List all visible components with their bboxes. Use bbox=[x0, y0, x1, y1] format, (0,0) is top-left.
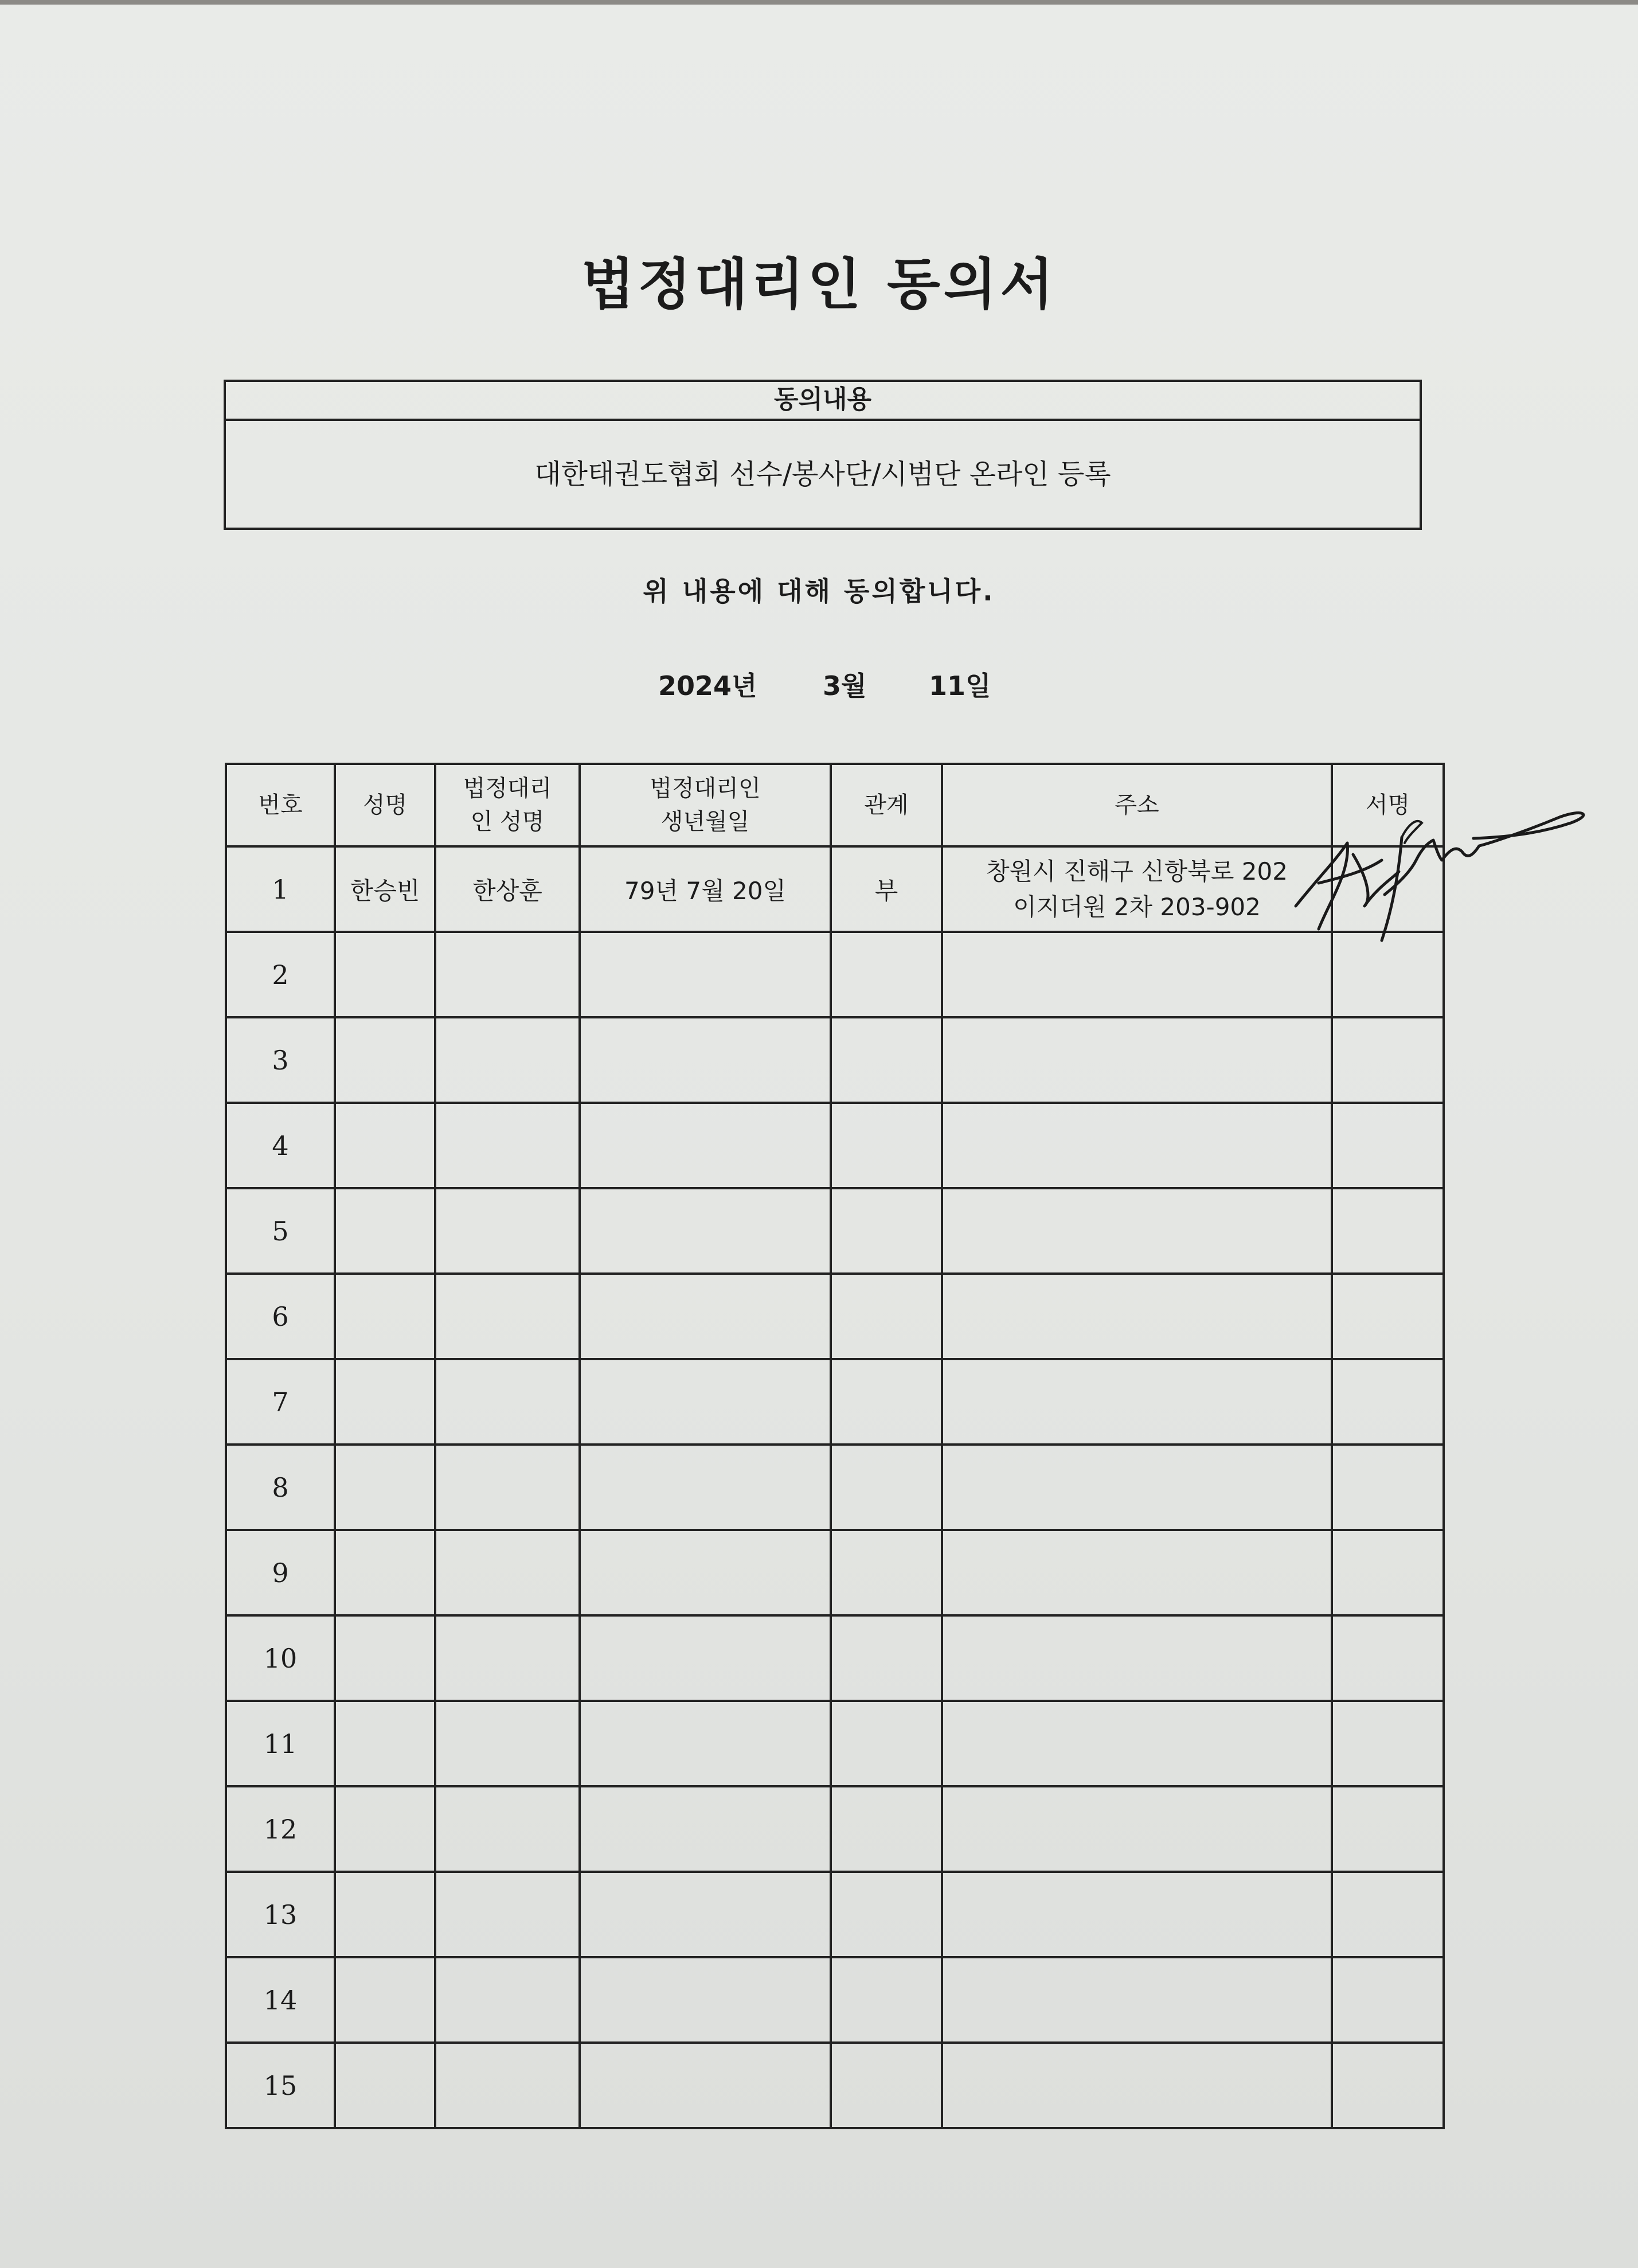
row-number: 5 bbox=[226, 1188, 335, 1274]
header-name: 성명 bbox=[335, 764, 435, 846]
cell bbox=[580, 1017, 831, 1103]
header-guardian-birth-text: 법정대리인 생년월일 bbox=[650, 775, 761, 835]
cell bbox=[831, 1359, 942, 1445]
row-number: 8 bbox=[226, 1445, 335, 1530]
address bbox=[942, 846, 1332, 932]
cell bbox=[942, 932, 1332, 1017]
cell bbox=[580, 932, 831, 1017]
row-number: 10 bbox=[226, 1615, 335, 1701]
cell bbox=[942, 1701, 1332, 1786]
cell bbox=[335, 1274, 435, 1359]
cell bbox=[831, 1786, 942, 1872]
table-row bbox=[226, 1530, 1444, 1615]
cell bbox=[335, 1188, 435, 1274]
table-row bbox=[226, 846, 1444, 932]
cell bbox=[435, 1872, 580, 1957]
cell bbox=[335, 1701, 435, 1786]
paper-top-edge bbox=[0, 0, 1638, 5]
table-row bbox=[226, 2043, 1444, 2128]
cell bbox=[435, 1103, 580, 1188]
cell bbox=[942, 1786, 1332, 1872]
row-number: 9 bbox=[226, 1530, 335, 1615]
cell bbox=[831, 1530, 942, 1615]
date-month: 3월 bbox=[823, 670, 867, 701]
date-day: 11일 bbox=[929, 670, 991, 701]
cell bbox=[831, 1701, 942, 1786]
cell bbox=[1332, 1103, 1444, 1188]
cell bbox=[580, 1957, 831, 2043]
cell bbox=[335, 1445, 435, 1530]
header-relation: 관계 bbox=[831, 764, 942, 846]
date-year: 2024년 bbox=[658, 670, 757, 701]
cell bbox=[335, 1530, 435, 1615]
cell bbox=[335, 1872, 435, 1957]
cell bbox=[335, 1103, 435, 1188]
row-number: 14 bbox=[226, 1957, 335, 2043]
cell bbox=[435, 2043, 580, 2128]
cell bbox=[1332, 1530, 1444, 1615]
cell bbox=[831, 1103, 942, 1188]
cell bbox=[831, 1188, 942, 1274]
cell bbox=[942, 1103, 1332, 1188]
table-row bbox=[226, 1786, 1444, 1872]
cell bbox=[942, 1530, 1332, 1615]
cell bbox=[942, 1359, 1332, 1445]
cell bbox=[942, 1445, 1332, 1530]
table-row bbox=[226, 1872, 1444, 1957]
table-row bbox=[226, 1701, 1444, 1786]
cell bbox=[580, 1103, 831, 1188]
guardian-table bbox=[225, 763, 1445, 2129]
guardian-birthdate: 79년 7월 20일 bbox=[580, 846, 831, 932]
row-number: 2 bbox=[226, 932, 335, 1017]
cell bbox=[580, 1701, 831, 1786]
row-number: 1 bbox=[226, 846, 335, 932]
cell bbox=[1332, 1359, 1444, 1445]
cell bbox=[1332, 1188, 1444, 1274]
cell bbox=[1332, 2043, 1444, 2128]
cell bbox=[942, 1274, 1332, 1359]
table-row bbox=[226, 1017, 1444, 1103]
cell bbox=[335, 1017, 435, 1103]
cell bbox=[435, 1359, 580, 1445]
cell bbox=[1332, 1872, 1444, 1957]
cell bbox=[335, 1957, 435, 2043]
cell bbox=[831, 2043, 942, 2128]
row-number: 13 bbox=[226, 1872, 335, 1957]
cell bbox=[435, 1274, 580, 1359]
cell bbox=[1332, 1445, 1444, 1530]
cell bbox=[831, 1615, 942, 1701]
table-row bbox=[226, 1188, 1444, 1274]
cell bbox=[435, 1957, 580, 2043]
table-row bbox=[226, 1103, 1444, 1188]
cell bbox=[1332, 1017, 1444, 1103]
address-line-2: 이지더원 2차 203-902 bbox=[1013, 892, 1261, 921]
header-guardian-birth bbox=[580, 764, 831, 846]
cell bbox=[335, 1786, 435, 1872]
consent-header: 동의내용 bbox=[226, 382, 1420, 421]
cell bbox=[942, 1615, 1332, 1701]
row-number: 6 bbox=[226, 1274, 335, 1359]
cell bbox=[435, 932, 580, 1017]
cell bbox=[335, 2043, 435, 2128]
student-name: 한승빈 bbox=[335, 846, 435, 932]
table-row bbox=[226, 1445, 1444, 1530]
row-number: 3 bbox=[226, 1017, 335, 1103]
cell bbox=[942, 1957, 1332, 2043]
row-number: 11 bbox=[226, 1701, 335, 1786]
relation: 부 bbox=[831, 846, 942, 932]
cell bbox=[580, 1274, 831, 1359]
cell bbox=[435, 1017, 580, 1103]
agreement-statement: 위 내용에 대해 동의합니다. bbox=[643, 576, 995, 607]
cell bbox=[580, 1188, 831, 1274]
handwritten-signature bbox=[1284, 791, 1605, 963]
cell bbox=[435, 1445, 580, 1530]
cell bbox=[580, 1359, 831, 1445]
cell bbox=[831, 1957, 942, 2043]
cell bbox=[335, 932, 435, 1017]
header-number: 번호 bbox=[226, 764, 335, 846]
cell bbox=[335, 1615, 435, 1701]
cell bbox=[435, 1786, 580, 1872]
cell bbox=[1332, 1615, 1444, 1701]
cell bbox=[580, 1786, 831, 1872]
cell bbox=[831, 932, 942, 1017]
cell bbox=[942, 1872, 1332, 1957]
cell bbox=[580, 1615, 831, 1701]
table-row bbox=[226, 932, 1444, 1017]
header-guardian-name bbox=[435, 764, 580, 846]
header-address: 주소 bbox=[942, 764, 1332, 846]
cell bbox=[1332, 1701, 1444, 1786]
cell bbox=[942, 2043, 1332, 2128]
table-row bbox=[226, 1359, 1444, 1445]
cell bbox=[942, 1188, 1332, 1274]
guardian-name: 한상훈 bbox=[435, 846, 580, 932]
cell bbox=[435, 1530, 580, 1615]
header-signature: 서명 bbox=[1332, 764, 1444, 846]
cell bbox=[435, 1615, 580, 1701]
row-number: 12 bbox=[226, 1786, 335, 1872]
row-number: 15 bbox=[226, 2043, 335, 2128]
cell bbox=[435, 1701, 580, 1786]
cell bbox=[580, 1530, 831, 1615]
table-row bbox=[226, 1274, 1444, 1359]
row-number: 4 bbox=[226, 1103, 335, 1188]
cell bbox=[580, 1445, 831, 1530]
cell bbox=[831, 1017, 942, 1103]
table-header-row bbox=[226, 764, 1444, 846]
cell bbox=[1332, 1274, 1444, 1359]
cell bbox=[831, 1445, 942, 1530]
cell bbox=[831, 1872, 942, 1957]
cell bbox=[335, 1359, 435, 1445]
cell bbox=[942, 1017, 1332, 1103]
address-line-1: 창원시 진해구 신항북로 202 bbox=[986, 857, 1288, 885]
cell bbox=[580, 1872, 831, 1957]
cell bbox=[1332, 1786, 1444, 1872]
consent-box bbox=[224, 380, 1422, 530]
row-number: 7 bbox=[226, 1359, 335, 1445]
cell bbox=[831, 1274, 942, 1359]
cell bbox=[580, 2043, 831, 2128]
table-row bbox=[226, 1615, 1444, 1701]
consent-body: 대한태권도협회 선수/봉사단/시범단 온라인 등록 bbox=[534, 458, 1111, 490]
table-row bbox=[226, 1957, 1444, 2043]
document-title: 법정대리인 동의서 bbox=[581, 252, 1057, 317]
header-guardian-name-text: 법정대리인 성명 bbox=[463, 775, 552, 835]
cell bbox=[435, 1188, 580, 1274]
cell bbox=[1332, 1957, 1444, 2043]
